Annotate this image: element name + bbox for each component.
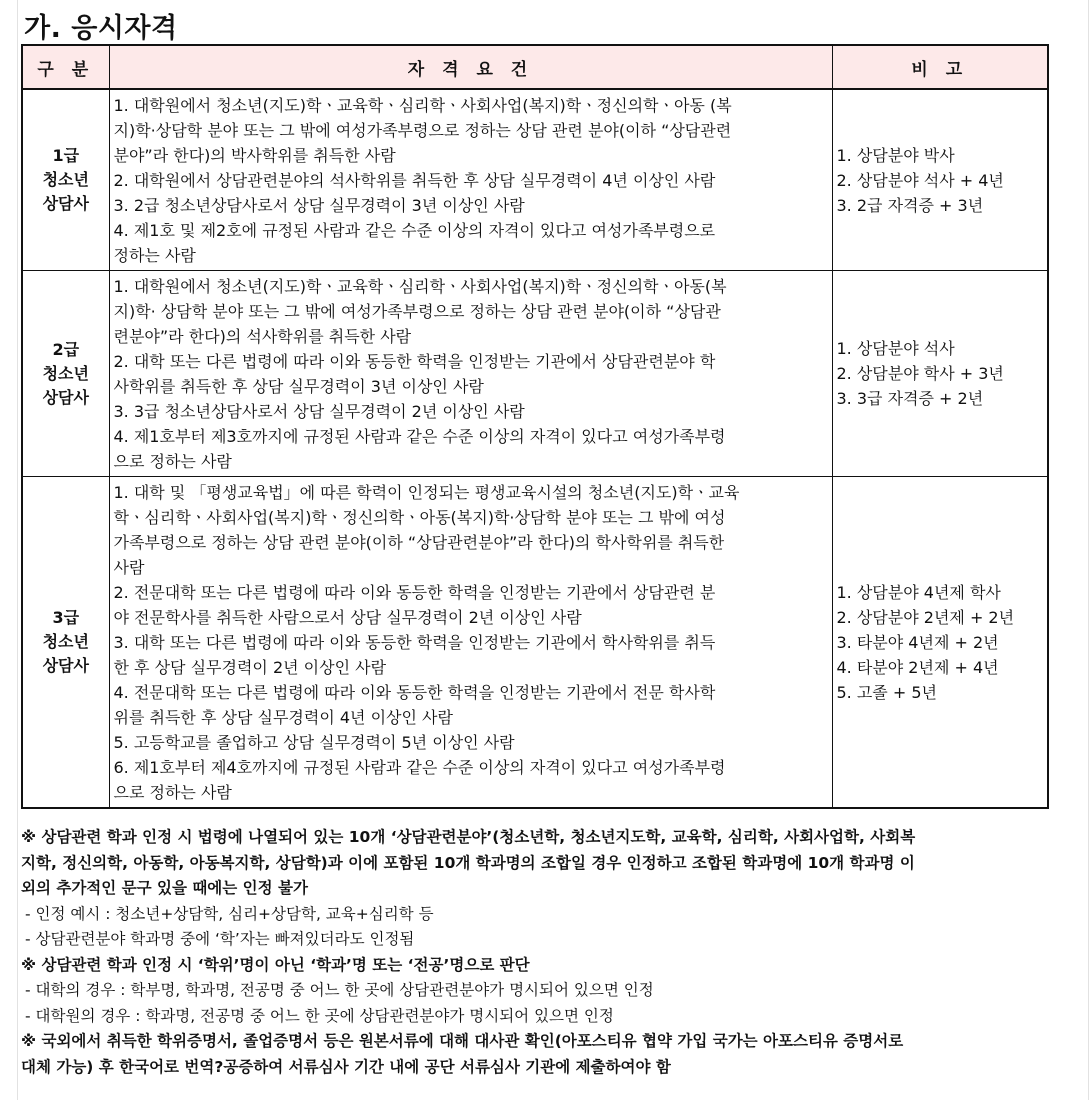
footnote-line: 외의 추가적인 문구 있을 때에는 인정 불가 xyxy=(21,879,308,897)
footnote-line: ※ 상담관련 학과 인정 시 법령에 나열되어 있는 10개 ‘상담관련분야’(청소년학, 청소년지도학, 교육학, 심리학, 사회사업학, 사회복 xyxy=(21,828,916,846)
remark-line: 2. 상담분야 2년제 + 2년 xyxy=(836,607,1015,627)
grade-label: 청소년 xyxy=(42,170,89,189)
footnote-line: ※ 상담관련 학과 인정 시 ‘학위’명이 아닌 ‘학과’명 또는 ‘전공’명으로 판단 xyxy=(21,955,530,974)
requirement-line: 4. 전문대학 또는 다른 법령에 따라 이와 동등한 학력을 인정받는 기관에서 전문 학사학 xyxy=(113,683,716,702)
header-remarks: 비 고 xyxy=(832,45,1048,89)
grade-label: 상담사 xyxy=(42,194,89,213)
grade-label: 2급 xyxy=(52,339,80,359)
footnote-line: ※ 국외에서 취득한 학위증명서, 졸업증명서 등은 원본서류에 대해 대사관 확인(아포스티유 협약 가입 국가는 아포스티유 증명서로 xyxy=(21,1032,904,1050)
footnote-line: 대체 가능) 후 한국어로 번역?공증하여 서류심사 기간 내에 공단 서류심사 기관에 제출하여야 함 xyxy=(21,1057,671,1076)
requirements-cell xyxy=(109,477,832,809)
requirement-line: 3. 3급 청소년상담사로서 상담 실무경력이 2년 이상인 사람 xyxy=(113,402,525,421)
grade-cell xyxy=(22,271,109,477)
requirement-line: 한 후 상담 실무경력이 2년 이상인 사람 xyxy=(113,658,387,677)
table-row-grade-3 xyxy=(22,477,1048,809)
remark-line: 3. 3급 자격증 + 2년 xyxy=(836,389,984,408)
grade-label: 1급 xyxy=(52,146,80,165)
remark-line: 1. 상담분야 박사 xyxy=(836,145,955,165)
table-row-grade-2 xyxy=(22,271,1048,477)
remarks-cell xyxy=(832,89,1048,271)
requirement-line: 으로 정하는 사람 xyxy=(113,783,232,802)
remark-line: 1. 상담분야 4년제 학사 xyxy=(836,582,1001,602)
requirement-line: 지)학· 상담학 분야 또는 그 밖에 여성가족부령으로 정하는 상담 관련 분야(이하 “상담관 xyxy=(113,302,721,321)
footnote-line: - 인정 예시 : 청소년+상담학, 심리+상담학, 교육+심리학 등 xyxy=(25,904,434,923)
table-header-row xyxy=(22,45,1048,89)
table-row-grade-1 xyxy=(22,89,1048,271)
remark-line: 1. 상담분야 석사 xyxy=(836,339,955,358)
requirement-line: 2. 대학원에서 상담관련분야의 석사학위를 취득한 후 상담 실무경력이 4년 이상인 사람 xyxy=(113,171,716,190)
grade-cell xyxy=(22,477,109,809)
requirement-line: 학ㆍ심리학ㆍ사회사업(복지)학ㆍ정신의학ㆍ아동(복지)학·상담학 분야 또는 그 밖에 여성 xyxy=(113,508,726,527)
eligibility-table xyxy=(21,44,1049,809)
grade-label: 청소년 xyxy=(42,632,89,651)
remark-line: 3. 2급 자격증 + 3년 xyxy=(836,195,984,215)
remark-line: 2. 상담분야 석사 + 4년 xyxy=(836,170,1004,190)
requirement-line: 위를 취득한 후 상담 실무경력이 4년 이상인 사람 xyxy=(113,708,453,727)
requirement-line: 1. 대학 및 「평생교육법」에 따른 학력이 인정되는 평생교육시설의 청소년(지도)학ㆍ교육 xyxy=(113,483,740,502)
requirement-line: 야 전문학사를 취득한 사람으로서 상담 실무경력이 2년 이상인 사람 xyxy=(113,608,582,627)
grade-label: 청소년 xyxy=(42,363,89,383)
grade-cell xyxy=(22,89,109,271)
remark-line: 4. 타분야 2년제 + 4년 xyxy=(836,657,999,677)
grade-label: 3급 xyxy=(52,608,80,627)
requirement-line: 2. 대학 또는 다른 법령에 따라 이와 동등한 학력을 인정받는 기관에서 상담관련분야 학 xyxy=(113,352,716,371)
header-category: 구 분 xyxy=(22,45,109,89)
requirement-line: 4. 제1호 및 제2호에 규정된 사람과 같은 수준 이상의 자격이 있다고 여성가족부령으로 xyxy=(113,221,716,240)
grade-label: 상담사 xyxy=(42,387,89,407)
requirement-line: 3. 2급 청소년상담사로서 상담 실무경력이 3년 이상인 사람 xyxy=(113,196,525,215)
remark-line: 2. 상담분야 학사 + 3년 xyxy=(836,364,1004,383)
remarks-cell xyxy=(832,271,1048,477)
remark-line: 5. 고졸 + 5년 xyxy=(836,682,937,702)
grade-label: 상담사 xyxy=(42,656,89,675)
requirement-line: 1. 대학원에서 청소년(지도)학ㆍ교육학ㆍ심리학ㆍ사회사업(복지)학ㆍ정신의학ㆍ아동(복 xyxy=(113,277,727,296)
requirement-line: 5. 고등학교를 졸업하고 상담 실무경력이 5년 이상인 사람 xyxy=(113,733,515,752)
section-heading: 가. 응시자격 xyxy=(24,13,178,44)
requirement-line: 사학위를 취득한 후 상담 실무경력이 3년 이상인 사람 xyxy=(113,377,484,396)
requirement-line: 으로 정하는 사람 xyxy=(113,452,232,471)
requirement-line: 련분야”라 한다)의 석사학위를 취득한 사람 xyxy=(113,327,412,346)
requirement-line: 6. 제1호부터 제4호까지에 규정된 사람과 같은 수준 이상의 자격이 있다고 여성가족부령 xyxy=(113,758,726,777)
footnote-line: - 대학의 경우 : 학부명, 학과명, 전공명 중 어느 한 곳에 상담관련분야가 명시되어 있으면 인정 xyxy=(25,981,654,999)
requirement-line: 가족부령으로 정하는 상담 관련 분야(이하 “상담관련분야”라 한다)의 학사학위를 취득한 xyxy=(113,533,725,552)
requirements-cell xyxy=(109,89,832,271)
requirement-line: 정하는 사람 xyxy=(113,246,196,265)
requirement-line: 2. 전문대학 또는 다른 법령에 따라 이와 동등한 학력을 인정받는 기관에서 상담관련 분 xyxy=(113,583,716,602)
requirement-line: 사람 xyxy=(113,558,145,577)
remarks-cell xyxy=(832,477,1048,809)
footnote-line: - 상담관련분야 학과명 중에 ‘학’자는 빠져있더라도 인정됨 xyxy=(25,930,415,948)
requirements-cell xyxy=(109,271,832,477)
remark-line: 3. 타분야 4년제 + 2년 xyxy=(836,632,999,652)
requirement-line: 지)학·상담학 분야 또는 그 밖에 여성가족부령으로 정하는 상담 관련 분야(이하 “상담관련 xyxy=(113,121,732,140)
requirement-line: 1. 대학원에서 청소년(지도)학ㆍ교육학ㆍ심리학ㆍ사회사업(복지)학ㆍ정신의학ㆍ아동 (복 xyxy=(113,96,732,115)
footnotes xyxy=(21,825,1071,1080)
requirement-line: 3. 대학 또는 다른 법령에 따라 이와 동등한 학력을 인정받는 기관에서 학사학위를 취득 xyxy=(113,633,716,652)
header-requirements: 자 격 요 건 xyxy=(109,45,832,89)
footnote-line: - 대학원의 경우 : 학과명, 전공명 중 어느 한 곳에 상담관련분야가 명시되어 있으면 인정 xyxy=(25,1006,614,1025)
requirement-line: 4. 제1호부터 제3호까지에 규정된 사람과 같은 수준 이상의 자격이 있다고 여성가족부령 xyxy=(113,427,726,446)
footnote-line: 지학, 정신의학, 아동학, 아동복지학, 상담학)과 이에 포함된 10개 학과명의 조합일 경우 인정하고 조합된 학과명에 10개 학과명 이 xyxy=(21,853,915,872)
requirement-line: 분야”라 한다)의 박사학위를 취득한 사람 xyxy=(113,146,396,165)
